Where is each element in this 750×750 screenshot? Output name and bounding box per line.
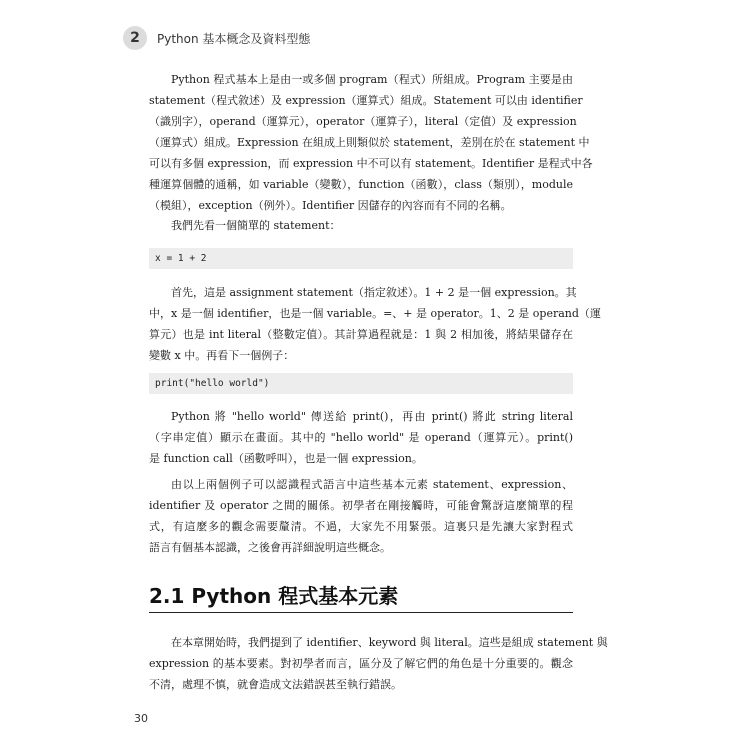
section-title: 2.1 Python 程式基本元素 [149, 584, 399, 608]
paragraph-line: （運算式）組成。Expression 在組成上則類似於 statement，差別在於在 statement 中 [149, 136, 590, 149]
chapter-number-badge: 2 [123, 26, 147, 50]
paragraph-line: 首先，這是 assignment statement（指定敘述）。1 + 2 是一個 expression。其 [171, 286, 577, 299]
paragraph-line: Python 將 "hello world" 傳送給 print()，再由 print() 將此 string literal [171, 410, 573, 423]
paragraph-line: 變數 x 中。再看下一個例子： [149, 349, 295, 362]
paragraph-section-intro [149, 632, 608, 695]
paragraph-line: （字串定值）顯示在畫面。其中的 "hello world" 是 operand（運算元）。print() [149, 431, 573, 444]
paragraph-statement-intro [149, 215, 573, 236]
paragraph-line: 式，有這麼多的觀念需要釐清。不過，大家先不用緊張。這裏只是先讓大家對程式 [149, 520, 573, 533]
paragraph-line: Python 程式基本上是由一或多個 program（程式）所組成。Program 主要是由 [171, 73, 573, 86]
paragraph-line: 算元）也是 int literal（整數定值）。其計算過程就是：1 與 2 相加後，將結果儲存在 [149, 328, 573, 341]
paragraph-line: identifier 及 operator 之間的關係。初學者在剛接觸時，可能會驚訝這麼簡單的程 [149, 499, 573, 512]
section-heading [149, 580, 573, 613]
paragraph-line: （模組），exception（例外）。Identifier 因儲存的內容而有不同的名稱。 [149, 199, 512, 212]
code-block-print: print("hello world") [149, 373, 573, 394]
paragraph-line: 是 function call（函數呼叫），也是一個 expression。 [149, 452, 423, 465]
paragraph-summary [149, 474, 573, 558]
running-header [123, 26, 310, 50]
paragraph-assignment-explain [149, 282, 601, 366]
code-block-assignment: x = 1 + 2 [149, 248, 573, 269]
paragraph-line: 我們先看一個簡單的 statement： [171, 219, 341, 232]
paragraph-line: 不清，處理不慎，就會造成文法錯誤甚至執行錯誤。 [149, 678, 402, 691]
page-number: 30 [134, 712, 148, 725]
paragraph-line: 語言有個基本認識，之後會再詳細說明這些概念。 [149, 541, 391, 554]
paragraph-line: 由以上兩個例子可以認識程式語言中這些基本元素 statement、expression、 [171, 478, 573, 491]
paragraph-line: 可以有多個 expression，而 expression 中不可以有 statement。Identifier 是程式中各 [149, 157, 593, 170]
paragraph-line: expression 的基本要素。對初學者而言，區分及了解它們的角色是十分重要的。觀念 [149, 657, 573, 670]
paragraph-line: 在本章開始時，我們提到了 identifier、keyword 與 literal。這些是組成 statement 與 [171, 636, 608, 649]
chapter-title: Python 基本概念及資料型態 [157, 31, 311, 46]
paragraph-intro [149, 69, 593, 216]
paragraph-line: 中，x 是一個 identifier，也是一個 variable。=、+ 是 operator。1、2 是 operand（運 [149, 307, 601, 320]
paragraph-line: （識別字），operand（運算元），operator（運算子），literal（定值）及 expression [149, 115, 577, 128]
paragraph-print-explain [149, 406, 573, 469]
paragraph-line: statement（程式敘述）及 expression（運算式）組成。Statement 可以由 identifier [149, 94, 583, 107]
paragraph-line: 種運算個體的通稱，如 variable（變數），function（函數），class（類別），module [149, 178, 573, 191]
